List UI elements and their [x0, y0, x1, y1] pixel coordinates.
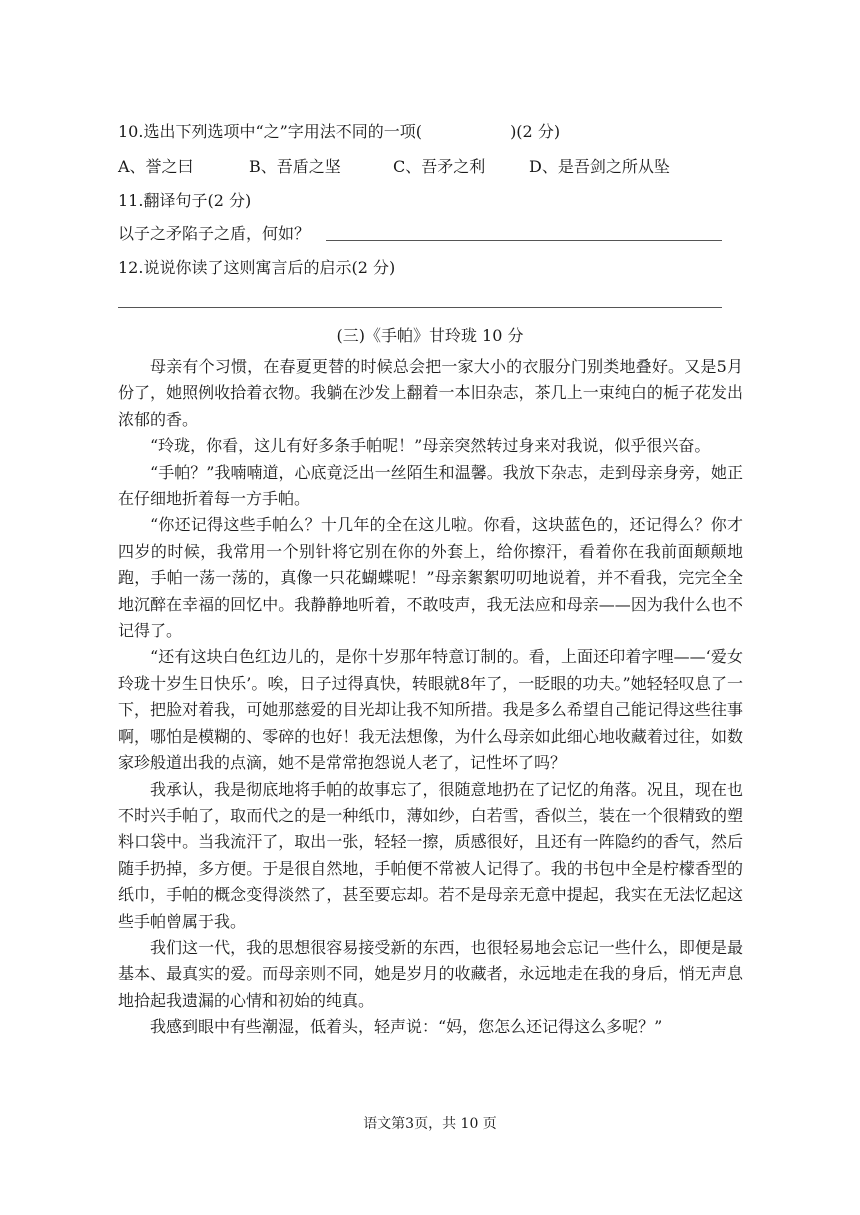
question-10-stem-end: )(2 分): [510, 122, 561, 141]
option-c: C、吾矛之利: [393, 157, 486, 176]
question-11-sentence: 以子之矛陷子之盾，何如？: [118, 224, 311, 243]
article-paragraph-3: “手帕？”我喃喃道，心底竟泛出一丝陌生和温馨。我放下杂志，走到母亲身旁，她正在仔细地折着每一方手帕。: [118, 462, 743, 509]
option-a: A、誉之曰: [118, 157, 194, 176]
article-paragraph-5: “还有这块白色红边儿的，是你十岁那年特意订制的。看，上面还印着字哩——‘爱女玲珑十岁生日快乐’。唉，日子过得真快，转眼就8年了，一眨眼的功夫。”她轻轻叹息了一下，把脸对着我，可她那慈爱的目光却让我不知所措。我是多么希望自己能记得这些往事啊，哪怕是模糊的、零碎的也好！我无法想像，为什么母亲如此细心地收藏着过往，如数家珍般道出我的点滴，她不是常常抱怨说人老了，记性坏了吗？: [118, 647, 743, 773]
article-paragraph-4: “你还记得这些手帕么？十几年的全在这儿啦。你看，这块蓝色的，还记得么？你才四岁的时候，我常用一个别针将它别在你的外套上，给你擦汗，看着你在我前面颠颠地跑，手帕一荡一荡的，真像一只花蝴蝶呢！”母亲絮絮叨叨地说着，并不看我，完完全全地沉醉在幸福的回忆中。我静静地听着，不敢吱声，我无法应和母亲——因为我什么也不记得了。: [118, 515, 743, 641]
article-paragraph-6: 我承认，我是彻底地将手帕的故事忘了，很随意地扔在了记忆的角落。况且，现在也不时兴手帕了，取而代之的是一种纸巾，薄如纱，白若雪，香似兰，装在一个很精致的塑料口袋中。当我流汗了，取出一张，轻轻一擦，质感很好，且还有一阵隐约的香气，然后随手扔掉，多方便。于是很自然地，手帕便不常被人记得了。我的书包中全是柠檬香型的纸巾，手帕的概念变得淡然了，甚至要忘却。若不是母亲无意中提起，我实在无法忆起这些手帕曾属于我。: [118, 779, 743, 931]
article-paragraph-7: 我们这一代，我的思想很容易接受新的东西，也很轻易地会忘记一些什么，即便是最基本、最真实的爱。而母亲则不同，她是岁月的收藏者，永远地走在我的身后，悄无声息地拾起我遗漏的心情和初始的纯真。: [118, 937, 743, 1010]
section-title: (三)《手帕》甘玲珑 10 分: [336, 326, 524, 345]
answer-line-12[interactable]: [118, 307, 722, 308]
article-paragraph-2: “玲珑，你看，这儿有好多条手帕呢！”母亲突然转过身来对我说，似乎很兴奋。: [150, 436, 711, 456]
page-footer: 语文第3页，共 10 页: [363, 1116, 497, 1132]
article-body: [118, 354, 743, 1041]
article-paragraph-1: 母亲有个习惯，在春夏更替的时候总会把一家大小的衣服分门别类地叠好。又是5月份了，她照例收拾着衣物。我躺在沙发上翻着一本旧杂志，茶几上一束纯白的栀子花发出浓郁的香。: [118, 357, 743, 429]
article-paragraph-8: 我感到眼中有些潮湿，低着头，轻声说：“妈，您怎么还记得这么多呢？”: [150, 1017, 663, 1037]
question-11-title: 11.翻译句子(2 分): [118, 191, 252, 210]
question-10-stem: [118, 122, 560, 142]
question-12-title: 12.说说你读了这则寓言后的启示(2 分): [118, 258, 396, 277]
question-10-stem-start: 10.选出下列选项中“之”字用法不同的一项(: [118, 122, 423, 141]
option-b: B、吾盾之坚: [249, 157, 341, 176]
answer-line-11[interactable]: [326, 240, 722, 241]
option-d: D、是吾剑之所从坠: [529, 157, 670, 176]
